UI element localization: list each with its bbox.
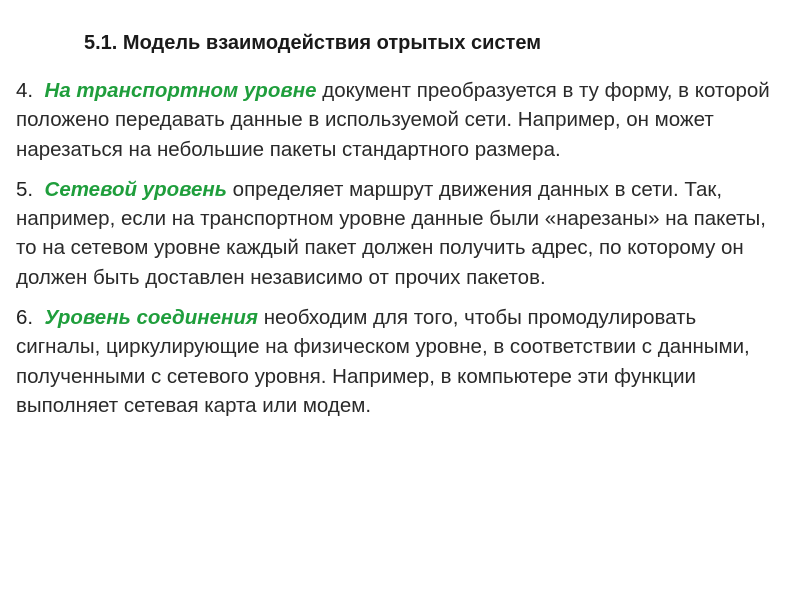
slide-title: 5.1. Модель взаимодействия отрытых систем bbox=[84, 32, 541, 54]
paragraph-text: определяет маршрут движения данных в сети. Так, например, если на транспортном уровне данные были «нарезаны» на пакеты, то на сетевом уровне каждый пакет должен получить адрес, по которому он должен быть доставлен независимо от прочих пакетов. bbox=[16, 177, 766, 289]
paragraph-link-layer bbox=[16, 303, 786, 420]
term-link-layer: Уровень соединения bbox=[44, 306, 258, 330]
slide-body bbox=[16, 76, 786, 431]
term-transport-layer: На транспортном уровне bbox=[44, 79, 317, 102]
paragraph-network-layer bbox=[16, 175, 786, 292]
paragraph-number: 6. bbox=[16, 306, 34, 330]
paragraph-number: 5. bbox=[16, 177, 34, 201]
paragraph-transport-layer bbox=[16, 76, 786, 164]
paragraph-text: документ преобразуется в ту форму, в которой положено передавать данные в используемой сети. Например, он может нарезаться на небольшие пакеты стандартного размера. bbox=[16, 79, 770, 161]
paragraph-number: 4. bbox=[16, 79, 34, 102]
paragraph-text: необходим для того, чтобы промодулировать сигналы, циркулирующие на физическом уровне, в соответствии с данными, полученными с сетевого уровня. Например, в компьютере эти функции выполняет сетевая карта или модем. bbox=[16, 306, 750, 417]
term-network-layer: Сетевой уровень bbox=[44, 177, 227, 201]
